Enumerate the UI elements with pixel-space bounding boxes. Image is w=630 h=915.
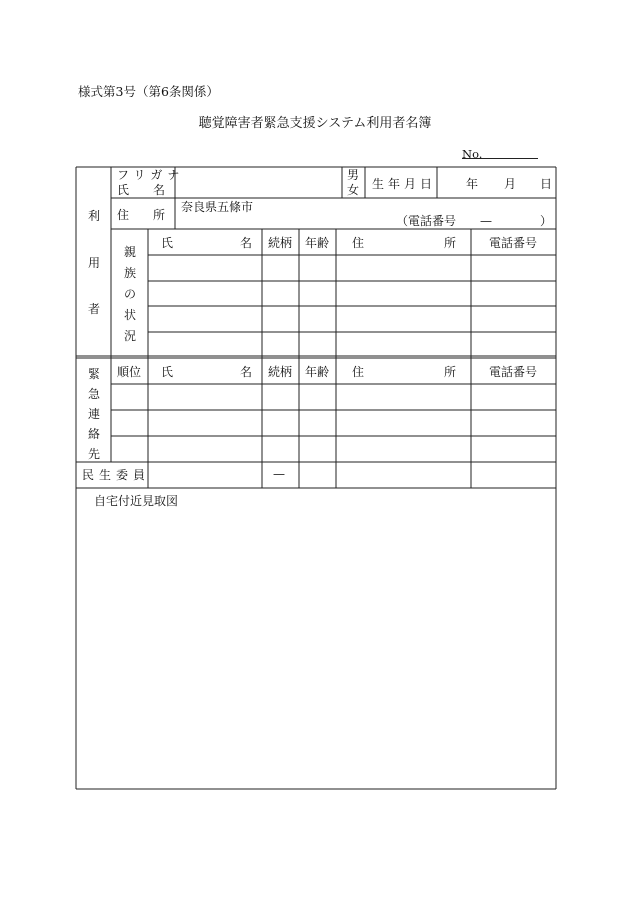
family-header-age: 年齢: [305, 236, 330, 250]
emergency-label-5: 先: [88, 447, 101, 461]
furigana-label: フリガナ: [117, 168, 185, 182]
phone-note: （電話番号 — ）: [396, 214, 553, 228]
emergency-label-1: 緊: [88, 367, 101, 381]
birthdate-label: 生年月日: [372, 177, 437, 191]
user-section-label-3: 者: [88, 302, 101, 316]
emergency-label-3: 連: [88, 407, 101, 421]
emergency-header-relation: 続柄: [268, 365, 293, 379]
address-label: 住 所: [117, 208, 166, 222]
family-label-4: 状: [124, 308, 137, 322]
emergency-header-address-2: 所: [444, 365, 457, 379]
emergency-header-name-2: 名: [240, 365, 253, 379]
sex-female-label[interactable]: 女: [347, 183, 360, 197]
welfare-commissioner-label: 民生委員: [82, 468, 151, 482]
user-name-field[interactable]: [180, 170, 338, 196]
family-label-2: 族: [124, 266, 137, 280]
family-header-name-2: 名: [240, 236, 253, 250]
emergency-header-phone: 電話番号: [489, 365, 538, 379]
family-label-3: の: [124, 287, 137, 301]
family-label-1: 親: [124, 245, 137, 259]
family-header-phone: 電話番号: [489, 236, 538, 250]
document-title: 聴覚障害者緊急支援システム利用者名簿: [198, 116, 432, 131]
emergency-header-address-1: 住: [352, 365, 365, 379]
family-header-address-1: 住: [352, 236, 365, 250]
birthdate-month-unit: 月: [504, 177, 517, 191]
emergency-header-age: 年齢: [305, 365, 330, 379]
birthdate-day-unit: 日: [540, 177, 553, 191]
birthdate-year-unit: 年: [466, 177, 479, 191]
emergency-label-4: 絡: [88, 427, 101, 441]
welfare-dash: —: [273, 467, 285, 481]
emergency-header-name-1: 氏: [161, 365, 174, 379]
user-section-label-2: 用: [88, 256, 101, 270]
birthdate-field[interactable]: [440, 172, 552, 194]
name-label: 氏 名: [117, 183, 166, 197]
map-drawing-area[interactable]: [80, 512, 552, 784]
address-value[interactable]: 奈良県五條市: [181, 200, 254, 214]
sex-male-label[interactable]: 男: [347, 168, 360, 182]
family-label-5: 況: [124, 329, 137, 343]
emergency-header-order: 順位: [117, 365, 142, 379]
family-header-name-1: 氏: [161, 236, 174, 250]
emergency-label-2: 急: [88, 387, 101, 401]
family-header-address-2: 所: [444, 236, 457, 250]
family-header-relation: 続柄: [268, 236, 293, 250]
number-label: No.: [462, 147, 483, 161]
user-section-label-1: 利: [88, 209, 101, 223]
form-reference: 様式第3号（第6条関係）: [78, 84, 219, 99]
map-area-label: 自宅付近見取図: [94, 494, 179, 508]
